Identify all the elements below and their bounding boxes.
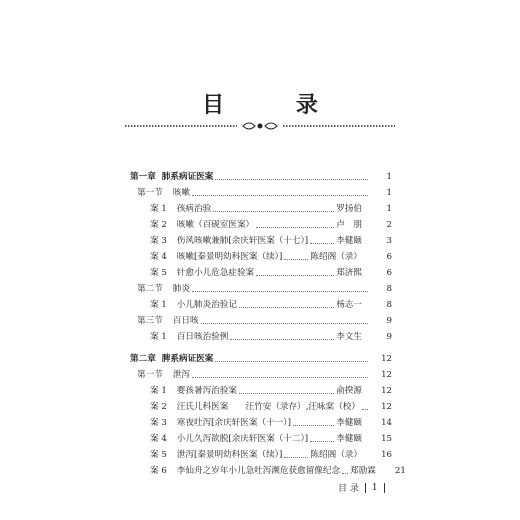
toc-entry-label <box>150 401 360 414</box>
toc-entry-number: 第一节 <box>137 370 163 380</box>
dot-leader <box>215 179 368 180</box>
toc-entry-number: 案 3 <box>150 418 167 428</box>
toc-entry-page: 1 <box>386 172 392 182</box>
toc-entry-label <box>150 219 254 232</box>
toc-entry-title: 百日咳 <box>172 316 199 326</box>
toc-entry-number: 案 2 <box>150 220 167 230</box>
toc-entry-number: 案 6 <box>150 466 167 476</box>
toc-chapter-row <box>130 171 392 184</box>
dot-leader <box>215 361 368 362</box>
footer-label: 目 录 <box>338 484 359 494</box>
toc-case-row <box>150 219 392 232</box>
toc-entry-label <box>150 433 308 446</box>
toc-entry-author: 李文生 <box>336 332 362 342</box>
toc-entry-author: 杨志一 <box>336 300 362 310</box>
toc-entry-label <box>130 171 213 184</box>
toc-case-row <box>150 385 392 398</box>
toc-entry-title: 咳嗽（百砚室医案） <box>176 220 255 230</box>
dot-leader <box>284 457 308 458</box>
toc-entry-page: 9 <box>386 316 392 326</box>
toc-section-row <box>137 283 392 296</box>
toc-entry-number: 案 5 <box>150 450 167 460</box>
toc-section-row <box>137 187 392 200</box>
toc-entry-page: 8 <box>386 284 392 294</box>
toc-entry-page: 2 <box>386 220 392 230</box>
toc-entry-label <box>130 353 213 366</box>
toc-section-row <box>137 315 392 328</box>
toc-entry-page: 12 <box>381 370 392 380</box>
toc-entry-title: 泄泻 <box>172 370 190 380</box>
toc-entry-author: 卢 朋 <box>336 220 362 230</box>
footer-divider <box>384 483 385 493</box>
dot-leader <box>230 339 334 340</box>
toc-entry-page: 6 <box>386 268 392 278</box>
dot-leader <box>201 323 368 324</box>
toc-entry-author: 陈绍阁（录） <box>310 252 362 262</box>
toc-case-row <box>150 331 392 344</box>
toc-entry-page: 12 <box>381 354 392 364</box>
dot-leader <box>256 275 334 276</box>
footer-page-number: 1 <box>371 482 378 493</box>
toc-case-row <box>150 299 392 312</box>
toc-entry-page: 12 <box>381 386 392 396</box>
dot-leader <box>239 393 334 394</box>
toc-case-row <box>150 251 392 264</box>
toc-entry-label <box>150 385 237 398</box>
toc-entry-page: 1 <box>386 188 392 198</box>
dot-leader <box>310 441 334 442</box>
toc-entry-label <box>137 315 199 328</box>
toc-entry-number: 第一节 <box>137 188 163 198</box>
toc-entry-title: 伤风咳嗽兼肺[余庆轩医案（十七）] <box>176 236 309 246</box>
dot-leader <box>239 307 334 308</box>
dot-leader <box>284 259 308 260</box>
toc-entry-page: 12 <box>381 402 392 412</box>
toc-entry-author: 李健颐 <box>336 418 362 428</box>
toc-chapter-row <box>130 353 392 366</box>
dot-leader <box>192 195 368 196</box>
toc-entry-title: 孩病治验 <box>176 204 212 214</box>
toc-entry-author: 李健颐 <box>336 236 362 246</box>
toc-entry-number: 案 1 <box>150 332 167 342</box>
dot-leader <box>192 377 368 378</box>
toc-entry-page: 1 <box>386 204 392 214</box>
toc-case-row <box>150 465 406 478</box>
dot-leader <box>256 227 334 228</box>
toc-entry-number: 案 1 <box>150 300 167 310</box>
toc-entry-title: 寒夜吐泻[余庆轩医案（十一）] <box>176 418 291 428</box>
dot-leader <box>342 473 348 474</box>
toc-entry-number: 第二章 <box>130 354 156 364</box>
toc-entry-author: 李健颐 <box>336 434 362 444</box>
toc-entry-title: 小儿肺炎治验记 <box>176 300 237 310</box>
toc-entry-page: 8 <box>386 300 392 310</box>
dot-leader <box>362 409 368 410</box>
toc-entry-number: 案 4 <box>150 252 167 262</box>
toc-case-row <box>150 433 392 446</box>
footer-divider <box>365 483 366 493</box>
toc-entry-author: 郑济熙 <box>336 268 362 278</box>
toc-case-row <box>150 401 392 414</box>
toc-entry-title: 针愈小儿危急症验案 <box>176 268 255 278</box>
dot-leader <box>192 291 368 292</box>
toc-entry-author: 陈绍阁（录） <box>310 450 362 460</box>
page-footer <box>338 481 385 494</box>
toc-entry-label <box>137 369 190 382</box>
toc-case-row <box>150 449 392 462</box>
toc-entry-label <box>150 449 282 462</box>
toc-case-row <box>150 235 392 248</box>
toc-entry-title: 肺系病证医案 <box>161 172 214 182</box>
toc-entry-label <box>150 417 291 430</box>
toc-entry-author: 俞揆源 <box>336 386 362 396</box>
toc-entry-author: 罗扬伯 <box>336 204 362 214</box>
toc-section-row <box>137 369 392 382</box>
toc-entry-number: 第一章 <box>130 172 156 182</box>
toc-entry-number: 案 1 <box>150 386 167 396</box>
toc-entry-title: 婴孩暑泻治验案 <box>176 386 237 396</box>
toc-entry-number: 第三节 <box>137 316 163 326</box>
toc-entry-label <box>150 331 228 344</box>
dot-leader <box>293 425 334 426</box>
dot-leader <box>310 243 334 244</box>
toc-entry-page: 6 <box>386 252 392 262</box>
toc-case-row <box>150 267 392 280</box>
toc-entry-page: 15 <box>381 434 392 444</box>
toc-entry-label <box>150 203 211 216</box>
toc-entry-title: 李仙舟之岁年小儿急吐泻濒危获愈留像纪念 <box>176 466 341 476</box>
toc-entry-number: 第二节 <box>137 284 163 294</box>
toc-entry-title: 咳嗽[秦景明幼科医案（续）] <box>176 252 283 262</box>
toc-case-row <box>150 417 392 430</box>
toc-entry-number: 案 2 <box>150 402 167 412</box>
toc-case-row <box>150 203 392 216</box>
toc-entry-label <box>137 187 190 200</box>
toc-entry-label <box>137 283 190 296</box>
toc-entry-number: 案 5 <box>150 268 167 278</box>
toc-entry-title: 咳嗽 <box>172 188 190 198</box>
toc-entry-label <box>150 267 254 280</box>
toc-entry-page: 21 <box>394 466 406 476</box>
toc-entry-title: 汪氏儿科医案 汪竹安（录存）,汪咏棠（校） <box>176 402 360 412</box>
toc-entry-title: 脾系病证医案 <box>161 354 214 364</box>
toc-entry-title: 百日咳治验例 <box>176 332 229 342</box>
dot-leader <box>213 211 334 212</box>
toc-entry-label <box>150 465 340 478</box>
toc-entry-page: 3 <box>386 236 392 246</box>
toc-entry-label <box>150 299 237 312</box>
toc-entry-page: 16 <box>381 450 392 460</box>
toc-entry-page: 9 <box>386 332 392 342</box>
page-title: 目 录 <box>202 92 350 118</box>
toc-entry-number: 案 4 <box>150 434 167 444</box>
toc-entry-label <box>150 235 308 248</box>
toc-entry-number: 案 1 <box>150 204 167 214</box>
toc-entry-title: 小儿久泻欲脱[余庆轩医案（十二）] <box>176 434 309 444</box>
toc-entry-title: 肺炎 <box>172 284 190 294</box>
toc-entry-number: 案 3 <box>150 236 167 246</box>
toc-entry-author: 郑励霖 <box>350 466 376 476</box>
toc-entry-page: 14 <box>381 418 392 428</box>
toc-entry-title: 泄泻[秦景明幼科医案（续）] <box>176 450 283 460</box>
toc-entry-label <box>150 251 282 264</box>
title-ornament <box>125 121 395 131</box>
